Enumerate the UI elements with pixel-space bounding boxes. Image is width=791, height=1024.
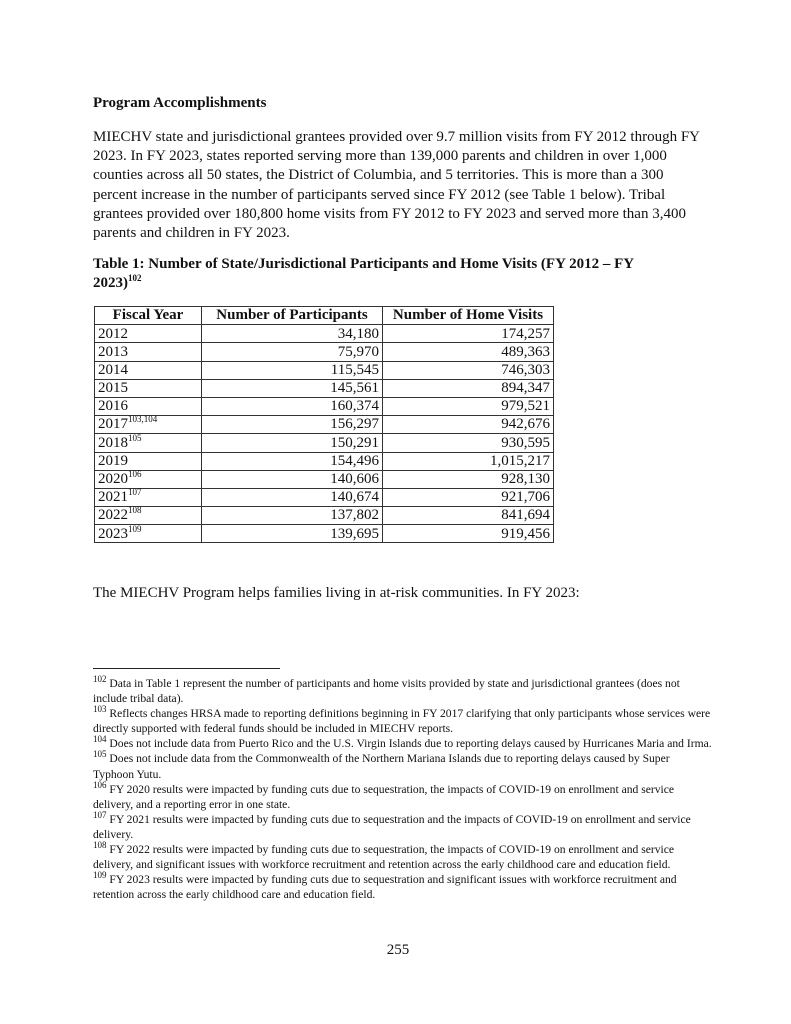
cell-fiscal-year	[95, 525, 202, 543]
cell-fiscal-year	[95, 343, 202, 361]
cell-home-visits: 930,595	[383, 434, 554, 452]
cell-participants: 140,606	[202, 470, 383, 488]
fiscal-year-value: 2012	[98, 325, 128, 342]
participants-visits-table	[94, 306, 554, 543]
cell-fiscal-year	[95, 488, 202, 506]
cell-home-visits: 928,130	[383, 470, 554, 488]
footnote-ref: 102	[128, 273, 142, 283]
table-row	[95, 379, 554, 397]
fiscal-year-value: 2021	[98, 489, 128, 506]
fiscal-year-value: 2022	[98, 507, 128, 524]
footnote-text: FY 2023 results were impacted by funding cuts due to sequestration and significant issues with workforce recruitment and retention across the early childhood care and education field.	[93, 873, 677, 902]
footnote-ref: 103,104	[128, 414, 158, 425]
cell-participants: 139,695	[202, 525, 383, 543]
cell-participants: 160,374	[202, 397, 383, 415]
fiscal-year-value: 2017	[98, 416, 128, 433]
cell-home-visits: 919,456	[383, 525, 554, 543]
cell-home-visits: 1,015,217	[383, 452, 554, 470]
table-row	[95, 525, 554, 543]
footnote-text: Does not include data from the Commonwealth of the Northern Mariana Islands due to reporting delays caused by Super Typhoon Yutu.	[93, 752, 670, 781]
table-row	[95, 507, 554, 525]
cell-fiscal-year	[95, 325, 202, 343]
table-row	[95, 361, 554, 379]
cell-fiscal-year	[95, 379, 202, 397]
cell-participants: 140,674	[202, 488, 383, 506]
footnote	[93, 706, 713, 736]
header-home-visits: Number of Home Visits	[383, 307, 554, 325]
footnote-text: Reflects changes HRSA made to reporting definitions beginning in FY 2017 clarifying that only participants whose services were directly supported with federal funds should be included in MIECHV reports.	[93, 707, 711, 736]
table-caption-text: Table 1: Number of State/Jurisdictional Participants and Home Visits (FY 2012 – FY 2023)	[93, 256, 634, 291]
fiscal-year-value: 2014	[98, 361, 128, 378]
footnote-number: 102	[93, 674, 107, 685]
cell-fiscal-year	[95, 470, 202, 488]
table-row	[95, 488, 554, 506]
cell-home-visits: 489,363	[383, 343, 554, 361]
cell-home-visits: 841,694	[383, 507, 554, 525]
footnote-number: 109	[93, 870, 107, 881]
summary-sentence: The MIECHV Program helps families living in at-risk communities. In FY 2023:	[93, 585, 580, 601]
cell-home-visits: 894,347	[383, 379, 554, 397]
table-row	[95, 452, 554, 470]
footnote-number: 105	[93, 749, 107, 760]
footnote-text: Data in Table 1 represent the number of participants and home visits provided by state and jurisdictional grantees (does not include tribal data).	[93, 677, 680, 706]
footnote-number: 108	[93, 840, 107, 851]
cell-participants: 145,561	[202, 379, 383, 397]
footnote-text: FY 2021 results were impacted by funding cuts due to sequestration and the impacts of COVID-19 on enrollment and service delivery.	[93, 812, 691, 841]
table-body	[95, 325, 554, 543]
cell-home-visits: 174,257	[383, 325, 554, 343]
header-participants: Number of Participants	[202, 307, 383, 325]
table-header-row	[95, 307, 554, 325]
footnotes	[93, 676, 713, 902]
cell-home-visits: 746,303	[383, 361, 554, 379]
footnote-number: 104	[93, 734, 107, 745]
section-heading: Program Accomplishments	[93, 95, 267, 111]
footnote	[93, 872, 713, 902]
cell-fiscal-year	[95, 397, 202, 415]
footnote-text: FY 2020 results were impacted by funding cuts due to sequestration, the impacts of COVID-19 on enrollment and service delivery, and a reporting error in one state.	[93, 782, 675, 811]
footnote	[93, 751, 713, 781]
cell-participants: 137,802	[202, 507, 383, 525]
footnote-ref: 107	[128, 487, 142, 498]
fiscal-year-value: 2019	[98, 452, 128, 469]
cell-participants: 150,291	[202, 434, 383, 452]
cell-participants: 156,297	[202, 416, 383, 434]
fiscal-year-value: 2018	[98, 434, 128, 451]
cell-participants: 115,545	[202, 361, 383, 379]
table-row	[95, 397, 554, 415]
footnote-ref: 108	[128, 505, 142, 516]
cell-fiscal-year	[95, 507, 202, 525]
page-number: 255	[386, 942, 410, 958]
footnote-text: FY 2022 results were impacted by funding cuts due to sequestration, the impacts of COVID-19 on enrollment and service delivery, and significant issues with workforce recruitment and retention across the early childhood care and education field.	[93, 843, 675, 872]
footnote	[93, 842, 713, 872]
cell-participants: 75,970	[202, 343, 383, 361]
cell-fiscal-year	[95, 416, 202, 434]
footnote	[93, 676, 713, 706]
footnote-ref: 109	[128, 523, 142, 534]
table-row	[95, 434, 554, 452]
cell-fiscal-year	[95, 361, 202, 379]
table-row	[95, 325, 554, 343]
footnote-number: 103	[93, 704, 107, 715]
cell-home-visits: 979,521	[383, 397, 554, 415]
footnote-divider	[93, 668, 280, 669]
footnote-number: 107	[93, 809, 107, 820]
cell-home-visits: 942,676	[383, 416, 554, 434]
fiscal-year-value: 2013	[98, 343, 128, 360]
footnote-number: 106	[93, 779, 107, 790]
cell-participants: 34,180	[202, 325, 383, 343]
footnote	[93, 809, 713, 842]
footnote-text: Does not include data from Puerto Rico and the U.S. Virgin Islands due to reporting delays caused by Hurricanes Maria and Irma.	[106, 737, 712, 751]
table-row	[95, 470, 554, 488]
header-fiscal-year: Fiscal Year	[95, 307, 202, 325]
fiscal-year-value: 2016	[98, 398, 128, 415]
table-row	[95, 343, 554, 361]
footnote	[93, 736, 713, 751]
fiscal-year-value: 2015	[98, 380, 128, 397]
fiscal-year-value: 2020	[98, 471, 128, 488]
fiscal-year-value: 2023	[98, 525, 128, 542]
cell-home-visits: 921,706	[383, 488, 554, 506]
table-row	[95, 416, 554, 434]
table-caption	[93, 255, 673, 293]
cell-fiscal-year	[95, 434, 202, 452]
footnote-ref: 105	[128, 432, 142, 443]
cell-fiscal-year	[95, 452, 202, 470]
footnote	[93, 779, 713, 812]
footnote-ref: 106	[128, 469, 142, 480]
intro-paragraph: MIECHV state and jurisdictional grantees provided over 9.7 million visits from FY 2012 through FY 2023. In FY 2023, states reported serving more than 139,000 parents and children in over 1,000 counties across all 50 states, the District of Columbia, and 5 territories. This is more than a 300 percent increase in the number of participants served since FY 2012 (see Table 1 below). Tribal grantees provided over 180,800 home visits from FY 2012 to FY 2023 and served more than 3,400 parents and children in FY 2023.	[93, 129, 700, 242]
cell-participants: 154,496	[202, 452, 383, 470]
